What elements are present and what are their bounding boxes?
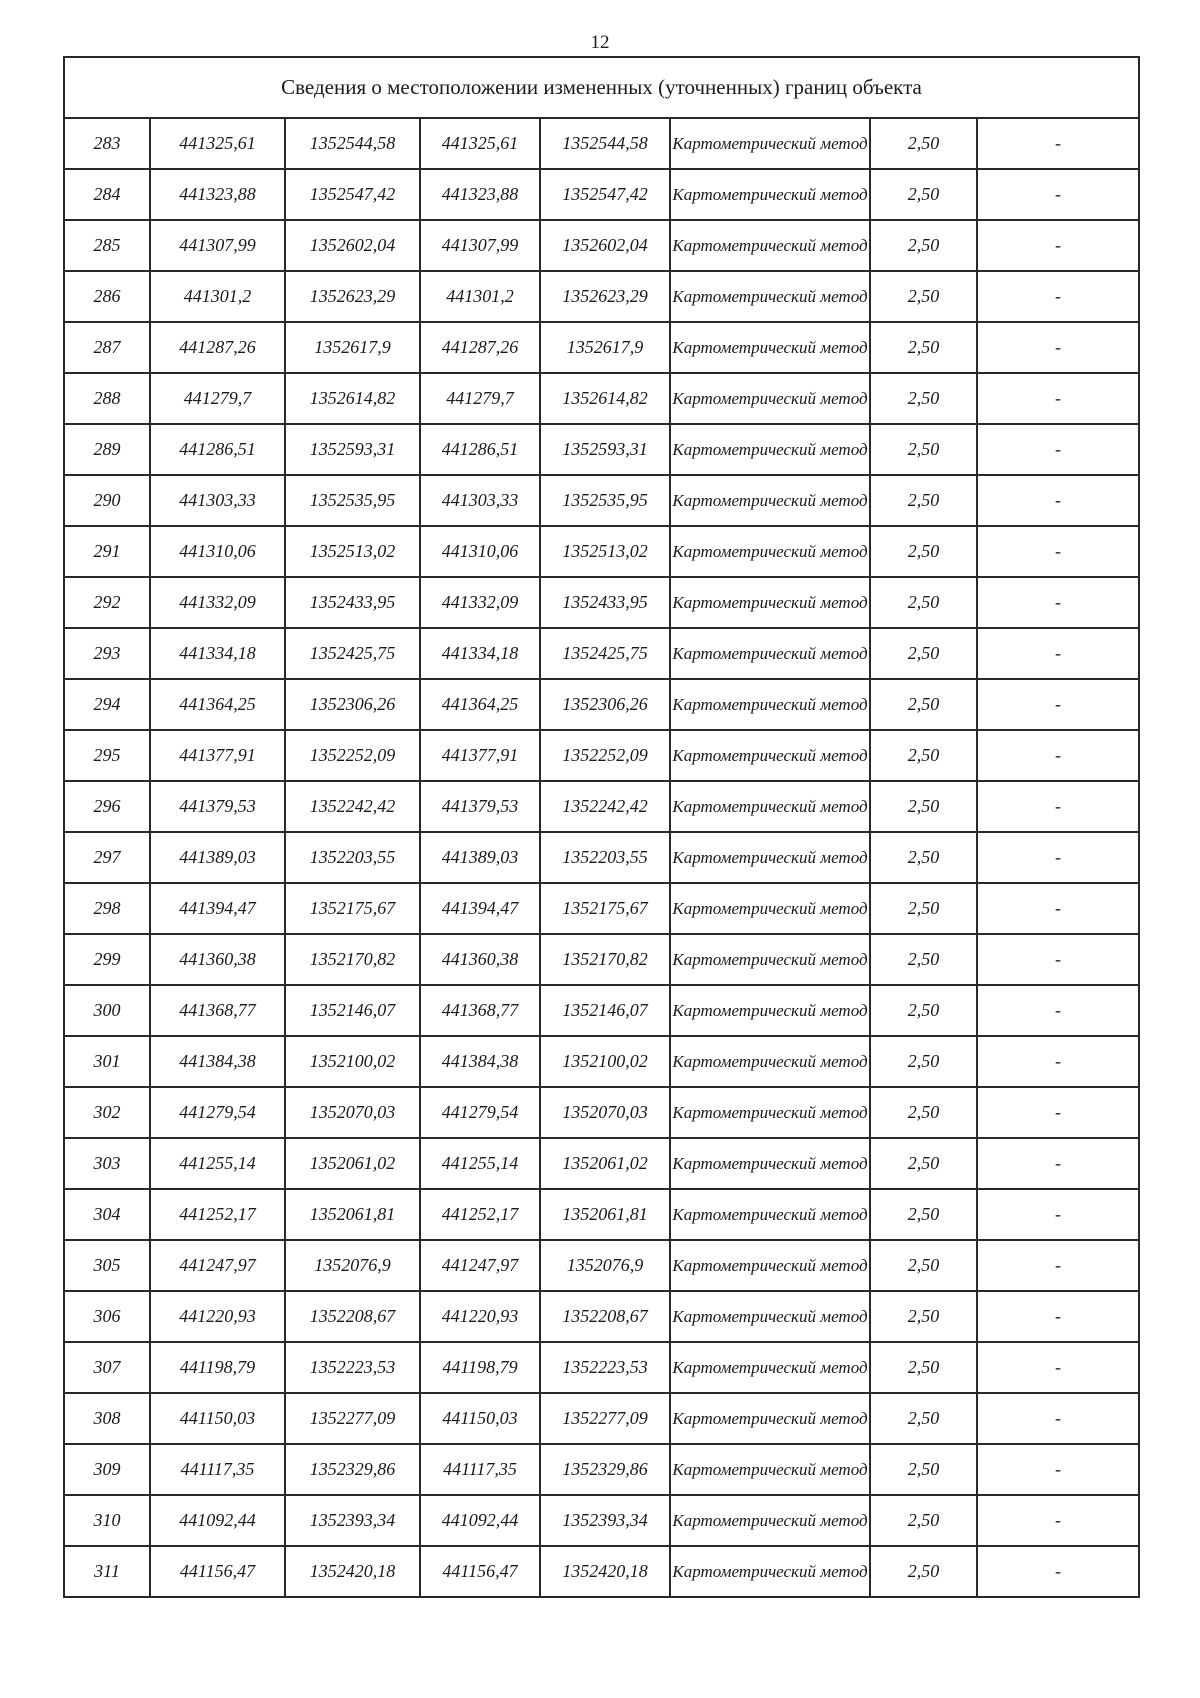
refined-y-cell: 1352277,09	[540, 1393, 670, 1444]
point-number-cell: 310	[64, 1495, 150, 1546]
existing-y-cell: 1352614,82	[285, 373, 420, 424]
existing-y-cell: 1352623,29	[285, 271, 420, 322]
point-number-cell: 286	[64, 271, 150, 322]
refined-y-cell: 1352593,31	[540, 424, 670, 475]
existing-x-cell: 441307,99	[150, 220, 285, 271]
point-number-cell: 283	[64, 118, 150, 169]
refined-y-cell: 1352617,9	[540, 322, 670, 373]
table-title-row	[64, 57, 1139, 118]
existing-y-cell: 1352535,95	[285, 475, 420, 526]
point-number-cell: 304	[64, 1189, 150, 1240]
point-number-cell: 296	[64, 781, 150, 832]
point-number-cell: 289	[64, 424, 150, 475]
point-number-cell: 284	[64, 169, 150, 220]
refined-y-cell: 1352433,95	[540, 577, 670, 628]
existing-y-cell: 1352425,75	[285, 628, 420, 679]
note-cell: -	[977, 832, 1139, 883]
table-row	[64, 118, 1139, 169]
refined-x-cell: 441384,38	[420, 1036, 540, 1087]
accuracy-cell: 2,50	[870, 373, 977, 424]
refined-y-cell: 1352175,67	[540, 883, 670, 934]
refined-x-cell: 441368,77	[420, 985, 540, 1036]
table-title: Сведения о местоположении измененных (уточненных) границ объекта	[64, 57, 1139, 118]
accuracy-cell: 2,50	[870, 1087, 977, 1138]
note-cell: -	[977, 322, 1139, 373]
refined-x-cell: 441117,35	[420, 1444, 540, 1495]
point-number-cell: 293	[64, 628, 150, 679]
boundary-coordinates-table	[63, 56, 1140, 1598]
accuracy-cell: 2,50	[870, 1138, 977, 1189]
refined-x-cell: 441379,53	[420, 781, 540, 832]
accuracy-cell: 2,50	[870, 781, 977, 832]
existing-x-cell: 441360,38	[150, 934, 285, 985]
point-number-cell: 305	[64, 1240, 150, 1291]
accuracy-cell: 2,50	[870, 169, 977, 220]
existing-x-cell: 441287,26	[150, 322, 285, 373]
point-number-cell: 306	[64, 1291, 150, 1342]
note-cell: -	[977, 1240, 1139, 1291]
point-number-cell: 299	[64, 934, 150, 985]
method-cell: Картометрический метод	[670, 1291, 870, 1342]
existing-x-cell: 441325,61	[150, 118, 285, 169]
refined-y-cell: 1352329,86	[540, 1444, 670, 1495]
existing-x-cell: 441156,47	[150, 1546, 285, 1597]
existing-x-cell: 441279,7	[150, 373, 285, 424]
refined-x-cell: 441332,09	[420, 577, 540, 628]
method-cell: Картометрический метод	[670, 271, 870, 322]
refined-y-cell: 1352623,29	[540, 271, 670, 322]
refined-x-cell: 441279,54	[420, 1087, 540, 1138]
existing-x-cell: 441323,88	[150, 169, 285, 220]
accuracy-cell: 2,50	[870, 1393, 977, 1444]
refined-x-cell: 441252,17	[420, 1189, 540, 1240]
table-row	[64, 526, 1139, 577]
accuracy-cell: 2,50	[870, 1342, 977, 1393]
refined-x-cell: 441360,38	[420, 934, 540, 985]
method-cell: Картометрический метод	[670, 424, 870, 475]
existing-x-cell: 441389,03	[150, 832, 285, 883]
existing-y-cell: 1352420,18	[285, 1546, 420, 1597]
existing-x-cell: 441379,53	[150, 781, 285, 832]
refined-y-cell: 1352076,9	[540, 1240, 670, 1291]
note-cell: -	[977, 118, 1139, 169]
table-row	[64, 1087, 1139, 1138]
note-cell: -	[977, 730, 1139, 781]
method-cell: Картометрический метод	[670, 1444, 870, 1495]
page-number: 12	[590, 32, 610, 53]
refined-y-cell: 1352170,82	[540, 934, 670, 985]
note-cell: -	[977, 1393, 1139, 1444]
note-cell: -	[977, 985, 1139, 1036]
refined-y-cell: 1352061,81	[540, 1189, 670, 1240]
existing-y-cell: 1352593,31	[285, 424, 420, 475]
note-cell: -	[977, 934, 1139, 985]
existing-x-cell: 441364,25	[150, 679, 285, 730]
point-number-cell: 300	[64, 985, 150, 1036]
existing-x-cell: 441303,33	[150, 475, 285, 526]
table-row	[64, 577, 1139, 628]
accuracy-cell: 2,50	[870, 883, 977, 934]
table-row	[64, 1393, 1139, 1444]
point-number-cell: 285	[64, 220, 150, 271]
refined-y-cell: 1352100,02	[540, 1036, 670, 1087]
existing-x-cell: 441255,14	[150, 1138, 285, 1189]
refined-x-cell: 441389,03	[420, 832, 540, 883]
refined-x-cell: 441323,88	[420, 169, 540, 220]
refined-y-cell: 1352306,26	[540, 679, 670, 730]
accuracy-cell: 2,50	[870, 271, 977, 322]
existing-x-cell: 441220,93	[150, 1291, 285, 1342]
note-cell: -	[977, 475, 1139, 526]
refined-y-cell: 1352070,03	[540, 1087, 670, 1138]
point-number-cell: 307	[64, 1342, 150, 1393]
existing-y-cell: 1352146,07	[285, 985, 420, 1036]
note-cell: -	[977, 1087, 1139, 1138]
refined-y-cell: 1352535,95	[540, 475, 670, 526]
refined-y-cell: 1352425,75	[540, 628, 670, 679]
table-row	[64, 1342, 1139, 1393]
method-cell: Картометрический метод	[670, 832, 870, 883]
note-cell: -	[977, 526, 1139, 577]
refined-x-cell: 441255,14	[420, 1138, 540, 1189]
method-cell: Картометрический метод	[670, 883, 870, 934]
refined-x-cell: 441150,03	[420, 1393, 540, 1444]
accuracy-cell: 2,50	[870, 1546, 977, 1597]
method-cell: Картометрический метод	[670, 1495, 870, 1546]
existing-x-cell: 441198,79	[150, 1342, 285, 1393]
table-row	[64, 373, 1139, 424]
point-number-cell: 308	[64, 1393, 150, 1444]
method-cell: Картометрический метод	[670, 730, 870, 781]
accuracy-cell: 2,50	[870, 985, 977, 1036]
existing-y-cell: 1352602,04	[285, 220, 420, 271]
note-cell: -	[977, 883, 1139, 934]
refined-x-cell: 441287,26	[420, 322, 540, 373]
table-row	[64, 934, 1139, 985]
existing-x-cell: 441252,17	[150, 1189, 285, 1240]
existing-x-cell: 441377,91	[150, 730, 285, 781]
existing-y-cell: 1352547,42	[285, 169, 420, 220]
refined-x-cell: 441307,99	[420, 220, 540, 271]
existing-x-cell: 441368,77	[150, 985, 285, 1036]
note-cell: -	[977, 1036, 1139, 1087]
refined-x-cell: 441301,2	[420, 271, 540, 322]
existing-y-cell: 1352242,42	[285, 781, 420, 832]
method-cell: Картометрический метод	[670, 220, 870, 271]
existing-x-cell: 441117,35	[150, 1444, 285, 1495]
accuracy-cell: 2,50	[870, 832, 977, 883]
note-cell: -	[977, 781, 1139, 832]
table-row	[64, 1240, 1139, 1291]
refined-x-cell: 441220,93	[420, 1291, 540, 1342]
table-row	[64, 781, 1139, 832]
accuracy-cell: 2,50	[870, 220, 977, 271]
refined-y-cell: 1352223,53	[540, 1342, 670, 1393]
refined-y-cell: 1352420,18	[540, 1546, 670, 1597]
table-row	[64, 883, 1139, 934]
existing-x-cell: 441332,09	[150, 577, 285, 628]
accuracy-cell: 2,50	[870, 730, 977, 781]
refined-y-cell: 1352061,02	[540, 1138, 670, 1189]
accuracy-cell: 2,50	[870, 628, 977, 679]
refined-x-cell: 441325,61	[420, 118, 540, 169]
accuracy-cell: 2,50	[870, 577, 977, 628]
existing-y-cell: 1352170,82	[285, 934, 420, 985]
note-cell: -	[977, 679, 1139, 730]
table-row	[64, 730, 1139, 781]
method-cell: Картометрический метод	[670, 1138, 870, 1189]
point-number-cell: 292	[64, 577, 150, 628]
method-cell: Картометрический метод	[670, 118, 870, 169]
existing-y-cell: 1352306,26	[285, 679, 420, 730]
method-cell: Картометрический метод	[670, 373, 870, 424]
note-cell: -	[977, 1546, 1139, 1597]
note-cell: -	[977, 373, 1139, 424]
point-number-cell: 287	[64, 322, 150, 373]
existing-y-cell: 1352100,02	[285, 1036, 420, 1087]
existing-y-cell: 1352076,9	[285, 1240, 420, 1291]
refined-y-cell: 1352544,58	[540, 118, 670, 169]
accuracy-cell: 2,50	[870, 475, 977, 526]
accuracy-cell: 2,50	[870, 424, 977, 475]
refined-y-cell: 1352208,67	[540, 1291, 670, 1342]
note-cell: -	[977, 1138, 1139, 1189]
point-number-cell: 288	[64, 373, 150, 424]
existing-y-cell: 1352393,34	[285, 1495, 420, 1546]
refined-y-cell: 1352203,55	[540, 832, 670, 883]
method-cell: Картометрический метод	[670, 322, 870, 373]
existing-x-cell: 441334,18	[150, 628, 285, 679]
refined-x-cell: 441377,91	[420, 730, 540, 781]
method-cell: Картометрический метод	[670, 169, 870, 220]
method-cell: Картометрический метод	[670, 985, 870, 1036]
existing-x-cell: 441394,47	[150, 883, 285, 934]
point-number-cell: 297	[64, 832, 150, 883]
existing-y-cell: 1352070,03	[285, 1087, 420, 1138]
accuracy-cell: 2,50	[870, 1444, 977, 1495]
table-row	[64, 985, 1139, 1036]
refined-y-cell: 1352252,09	[540, 730, 670, 781]
refined-y-cell: 1352602,04	[540, 220, 670, 271]
table-row	[64, 1291, 1139, 1342]
existing-y-cell: 1352223,53	[285, 1342, 420, 1393]
table-row	[64, 1138, 1139, 1189]
existing-y-cell: 1352277,09	[285, 1393, 420, 1444]
accuracy-cell: 2,50	[870, 679, 977, 730]
method-cell: Картометрический метод	[670, 1189, 870, 1240]
existing-y-cell: 1352203,55	[285, 832, 420, 883]
method-cell: Картометрический метод	[670, 628, 870, 679]
existing-y-cell: 1352433,95	[285, 577, 420, 628]
method-cell: Картометрический метод	[670, 934, 870, 985]
method-cell: Картометрический метод	[670, 1087, 870, 1138]
refined-y-cell: 1352547,42	[540, 169, 670, 220]
table-row	[64, 475, 1139, 526]
method-cell: Картометрический метод	[670, 1393, 870, 1444]
point-number-cell: 298	[64, 883, 150, 934]
table-row	[64, 1036, 1139, 1087]
existing-x-cell: 441279,54	[150, 1087, 285, 1138]
refined-x-cell: 441303,33	[420, 475, 540, 526]
accuracy-cell: 2,50	[870, 118, 977, 169]
note-cell: -	[977, 271, 1139, 322]
existing-x-cell: 441247,97	[150, 1240, 285, 1291]
table-row	[64, 1189, 1139, 1240]
note-cell: -	[977, 1291, 1139, 1342]
existing-x-cell: 441150,03	[150, 1393, 285, 1444]
refined-y-cell: 1352614,82	[540, 373, 670, 424]
accuracy-cell: 2,50	[870, 322, 977, 373]
refined-y-cell: 1352146,07	[540, 985, 670, 1036]
accuracy-cell: 2,50	[870, 1240, 977, 1291]
refined-x-cell: 441247,97	[420, 1240, 540, 1291]
table-row	[64, 271, 1139, 322]
method-cell: Картометрический метод	[670, 526, 870, 577]
accuracy-cell: 2,50	[870, 1291, 977, 1342]
existing-y-cell: 1352252,09	[285, 730, 420, 781]
note-cell: -	[977, 1495, 1139, 1546]
table-row	[64, 169, 1139, 220]
table-body	[64, 118, 1139, 1597]
existing-x-cell: 441384,38	[150, 1036, 285, 1087]
existing-y-cell: 1352061,81	[285, 1189, 420, 1240]
existing-x-cell: 441092,44	[150, 1495, 285, 1546]
point-number-cell: 309	[64, 1444, 150, 1495]
table-row	[64, 832, 1139, 883]
existing-y-cell: 1352513,02	[285, 526, 420, 577]
point-number-cell: 302	[64, 1087, 150, 1138]
method-cell: Картометрический метод	[670, 679, 870, 730]
point-number-cell: 295	[64, 730, 150, 781]
refined-y-cell: 1352513,02	[540, 526, 670, 577]
accuracy-cell: 2,50	[870, 1495, 977, 1546]
table-row	[64, 220, 1139, 271]
method-cell: Картометрический метод	[670, 475, 870, 526]
note-cell: -	[977, 628, 1139, 679]
refined-x-cell: 441310,06	[420, 526, 540, 577]
refined-x-cell: 441364,25	[420, 679, 540, 730]
point-number-cell: 303	[64, 1138, 150, 1189]
note-cell: -	[977, 1444, 1139, 1495]
table-row	[64, 628, 1139, 679]
refined-x-cell: 441394,47	[420, 883, 540, 934]
point-number-cell: 290	[64, 475, 150, 526]
point-number-cell: 291	[64, 526, 150, 577]
table-row	[64, 679, 1139, 730]
note-cell: -	[977, 169, 1139, 220]
existing-x-cell: 441310,06	[150, 526, 285, 577]
existing-y-cell: 1352208,67	[285, 1291, 420, 1342]
note-cell: -	[977, 220, 1139, 271]
existing-x-cell: 441301,2	[150, 271, 285, 322]
table-row	[64, 1495, 1139, 1546]
note-cell: -	[977, 577, 1139, 628]
refined-x-cell: 441198,79	[420, 1342, 540, 1393]
method-cell: Картометрический метод	[670, 1036, 870, 1087]
method-cell: Картометрический метод	[670, 1240, 870, 1291]
existing-y-cell: 1352061,02	[285, 1138, 420, 1189]
existing-x-cell: 441286,51	[150, 424, 285, 475]
table-row	[64, 424, 1139, 475]
accuracy-cell: 2,50	[870, 526, 977, 577]
table-row	[64, 1546, 1139, 1597]
table-row	[64, 1444, 1139, 1495]
method-cell: Картометрический метод	[670, 577, 870, 628]
existing-y-cell: 1352329,86	[285, 1444, 420, 1495]
accuracy-cell: 2,50	[870, 1036, 977, 1087]
existing-y-cell: 1352175,67	[285, 883, 420, 934]
existing-y-cell: 1352617,9	[285, 322, 420, 373]
point-number-cell: 301	[64, 1036, 150, 1087]
refined-x-cell: 441156,47	[420, 1546, 540, 1597]
note-cell: -	[977, 1189, 1139, 1240]
refined-x-cell: 441334,18	[420, 628, 540, 679]
method-cell: Картометрический метод	[670, 1342, 870, 1393]
refined-x-cell: 441279,7	[420, 373, 540, 424]
refined-y-cell: 1352242,42	[540, 781, 670, 832]
method-cell: Картометрический метод	[670, 1546, 870, 1597]
accuracy-cell: 2,50	[870, 1189, 977, 1240]
point-number-cell: 311	[64, 1546, 150, 1597]
existing-y-cell: 1352544,58	[285, 118, 420, 169]
note-cell: -	[977, 424, 1139, 475]
method-cell: Картометрический метод	[670, 781, 870, 832]
point-number-cell: 294	[64, 679, 150, 730]
refined-x-cell: 441092,44	[420, 1495, 540, 1546]
refined-y-cell: 1352393,34	[540, 1495, 670, 1546]
table-row	[64, 322, 1139, 373]
accuracy-cell: 2,50	[870, 934, 977, 985]
refined-x-cell: 441286,51	[420, 424, 540, 475]
note-cell: -	[977, 1342, 1139, 1393]
